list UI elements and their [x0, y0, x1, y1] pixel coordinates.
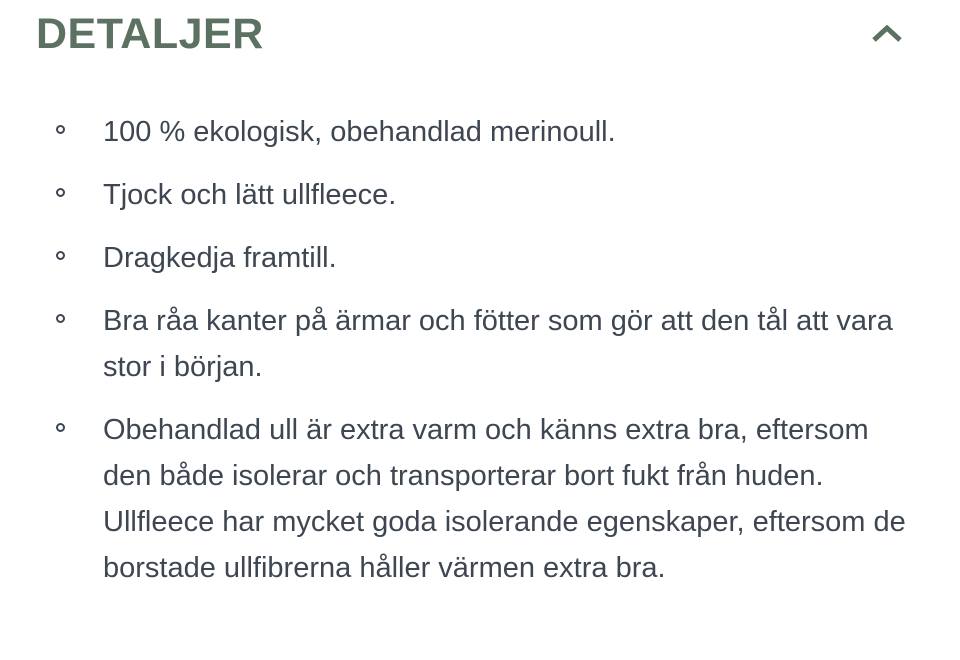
- circle-bullet-icon: [56, 188, 65, 197]
- list-item: [0, 407, 908, 591]
- list-item: [0, 172, 908, 218]
- list-item-text: 100 % ekologisk, obehandlad merinoull.: [103, 116, 616, 148]
- circle-bullet-icon: [56, 423, 65, 432]
- list-item-text: Obehandlad ull är extra varm och känns extra bra, eftersom den både isolerar och transporterar bort fukt från huden. Ullfleece har mycket goda isolerande egenskaper, eftersom de borstade ullfibrerna håller värmen extra bra.: [103, 414, 906, 584]
- list-item: [0, 109, 908, 155]
- section-title: DETALJER: [36, 10, 264, 58]
- list-item-text: Tjock och lätt ullfleece.: [103, 179, 397, 211]
- circle-bullet-icon: [56, 251, 65, 260]
- details-accordion-header[interactable]: [0, 0, 960, 60]
- details-list: [0, 109, 960, 591]
- chevron-up-icon[interactable]: [871, 25, 903, 43]
- list-item: [0, 235, 908, 281]
- circle-bullet-icon: [56, 314, 65, 323]
- circle-bullet-icon: [56, 125, 65, 134]
- list-item-text: Bra råa kanter på ärmar och fötter som gör att den tål att vara stor i början.: [103, 305, 893, 383]
- list-item-text: Dragkedja framtill.: [103, 242, 337, 274]
- list-item: [0, 298, 908, 390]
